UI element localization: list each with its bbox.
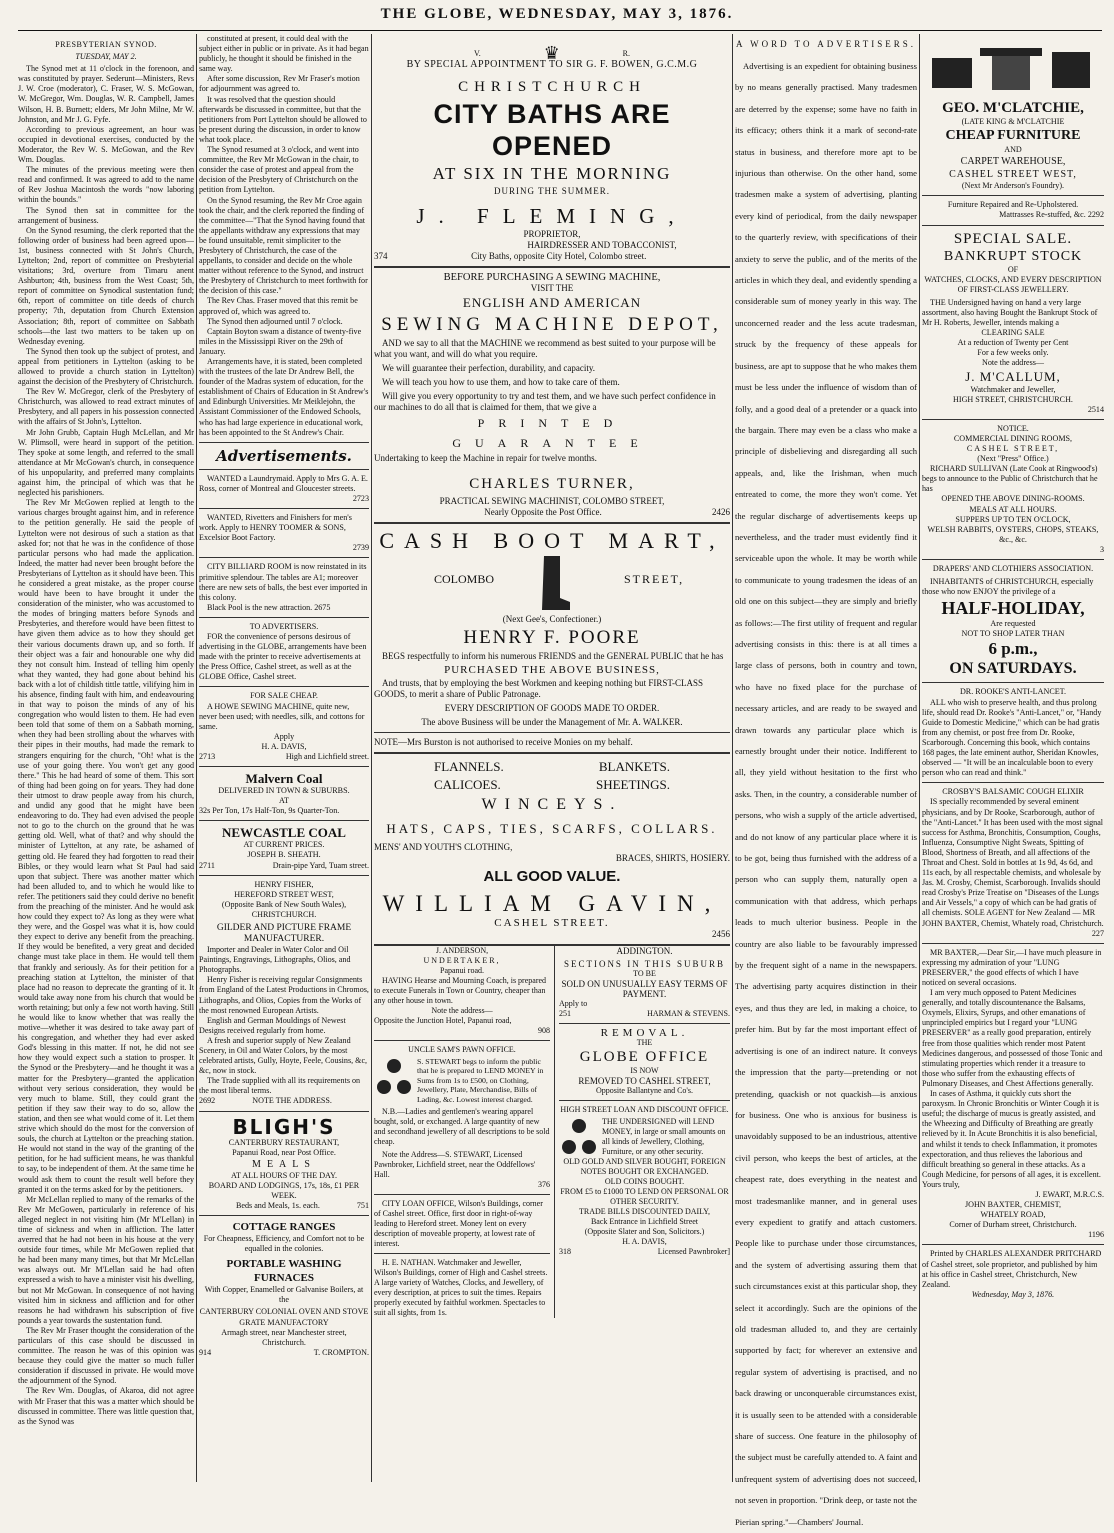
- gavin-winceys: WINCEYS.: [481, 796, 623, 813]
- gavin-name: WILLIAM GAVIN,: [382, 891, 722, 916]
- addington-heading: ADDINGTON.: [616, 946, 673, 956]
- sewing-before: BEFORE PURCHASING A SEWING MACHINE,: [443, 272, 661, 283]
- removal-globe-office: GLOBE OFFICE: [579, 1049, 710, 1065]
- sullivan-opened: OPENED THE ABOVE DINING-ROOMS.: [941, 494, 1085, 504]
- bankrupt-few-weeks: For a few weeks only.: [977, 348, 1049, 358]
- printed-guarantee: PRINTED GUARANTEE: [452, 416, 652, 450]
- mcl-and: AND: [1004, 145, 1022, 155]
- cottage-title: COTTAGE RANGES: [232, 1221, 336, 1234]
- newcastle-name: JOSEPH B. SHEATH.: [247, 850, 321, 860]
- royal-r: R.: [622, 49, 630, 58]
- article-paragraph: constituted at present, it could deal with the subject either in public or in private. As it had began publicly, he thought it should be finished in the same way.: [199, 34, 369, 74]
- addington-to-be: TO BE: [633, 969, 656, 978]
- fisher-address: HEREFORD STREET WEST,: [234, 889, 334, 899]
- ad-number: 1196: [1088, 1230, 1104, 1240]
- poore-walker: The above Business will be under the Management of Mr. A. WALKER.: [421, 717, 683, 727]
- commercial-rooms: COMMERCIAL DINING ROOMS,: [953, 433, 1073, 443]
- sale-address: High and Lichfield street.: [285, 752, 369, 761]
- commercial-cashel: CASHEL STREET,: [966, 443, 1060, 453]
- stewart-note: Note the Address—S. STEWART, Licensed Pawnbroker, Lichfield street, near the Oddfellows' Hall.: [374, 1150, 536, 1180]
- sullivan-text: RICHARD SULLIVAN (Late Cook at Ringwood's) begs to announce to the Public of Christchurch that he has: [922, 464, 1098, 494]
- bligh-beds: Beds and Meals, 1s. each.: [236, 1201, 320, 1210]
- drapers-saturdays: ON SATURDAYS.: [949, 660, 1077, 678]
- fisher-name: HENRY FISHER,: [254, 879, 314, 889]
- article-paragraph: Arrangements have, it is stated, been completed with the trustees of the late Dr Andrew Bell, the founder of the Madras system of education, for the establishment of Chairs of Education in St Andrew's and Edinburgh Universities. Mr Meiklejohn, the Assistant Commissioner of the Endowed Schools, who has had large experience in educational work, has been appointed to the St Andrew's Chair.: [199, 357, 369, 437]
- sullivan-meals: MEALS AT ALL HOURS.: [969, 504, 1057, 514]
- gavin-hats: HATS, CAPS, TIES, SCARFS, COLLARS.: [386, 821, 718, 836]
- pawnbroker-balls-icon: [559, 1117, 599, 1157]
- removal-heading: REMOVAL.: [600, 1027, 689, 1039]
- bankrupt-clearing: CLEARING SALE: [981, 328, 1045, 338]
- gavin-braces: BRACES, SHIRTS, HOSIERY.: [615, 853, 730, 863]
- bankrupt-reduction: At a reduction of Twenty per Cent: [957, 338, 1069, 348]
- gavin-sheetings: SHEETINGS.: [595, 777, 670, 792]
- mcl-cheap: CHEAP FURNITURE: [945, 128, 1081, 144]
- ad-number: 2292: [1087, 210, 1104, 220]
- poore-paragraph: And trusts, that by employing the best Workmen and keeping nothing but FIRST-CLASS GOODS, to merit a share of Public Patronage.: [374, 678, 704, 699]
- poore-purchased: PURCHASED THE ABOVE BUSINESS,: [444, 664, 660, 676]
- advertisements-heading: Advertisements.: [216, 446, 352, 465]
- bligh-board: BOARD AND LODGINGS, 17s, 18s, £1 PER WEEK.: [208, 1180, 360, 1200]
- hs-pawnbroker: Licensed Pawnbroker]: [657, 1247, 730, 1256]
- ad-number: 251: [559, 1009, 571, 1018]
- hs-old-gold: OLD GOLD AND SILVER BOUGHT, FOREIGN NOTES BOUGHT OR EXCHANGED.: [563, 1157, 726, 1176]
- synod-article: [18, 64, 194, 1427]
- rooke-text: ALL who wish to preserve health, and thus prolong life, should read Dr. Rooke's "Anti-Lancet," or, "Handy Guide to Domestic Medicine," which can be had gratis from any chemist, or post free from Dr. Rooke, Scarborough. Concerning this book, which contains 168 pages, the late eminent author, Sheridan Knowles, observed — "It will be an incalculable boon to every person who can read and think.": [922, 697, 1102, 778]
- malvern-text: DELIVERED IN TOWN & SUBURBS.: [218, 786, 350, 796]
- bankrupt-text: THE Undersigned having on hand a very large assortment, also having Bought the Bankrupt Stock of Mr H. Roberts, Jeweller, intends making a: [922, 297, 1098, 328]
- fleming-trade: HAIRDRESSER AND TOBACCONIST,: [527, 240, 677, 250]
- crosby-heading: CROSBY'S BALSAMIC COUGH ELIXIR: [942, 787, 1084, 797]
- notice-heading: NOTICE.: [997, 423, 1029, 433]
- turner-address: Nearly Opposite the Post Office.: [484, 507, 602, 517]
- masthead-rule: [18, 30, 1102, 31]
- pawn-heading: UNCLE SAM'S PAWN OFFICE.: [408, 1045, 516, 1054]
- mcl-cashel: CASHEL STREET WEST,: [949, 169, 1077, 181]
- column-right-ads: [922, 34, 1104, 1482]
- crosby-text: IS specially recommended by several eminent physicians, and by Dr Rooke, Scarborough, author of the "Anti-Lancet." It has been used with the most signal success for Asthma, Bronchitis, Consumption, Coughs, Influenza, Consumptive Night Sweats, Spitting of Blood, Shortness of Breath, and all affections of the Throat and Chest. Sold in bottles at 1s 9d, 4s 6d, and 11s each, by all respectable chemists, and wholesale by Jas. M. Crosby, Chemist, Scarborough. Invalids should read Crosby's Prize Treatise on "Diseases of the Lungs and Air Vessels," a copy of which can be had gratis of all chemists. SOLE AGENT for New Zealand — MR JOHN BAXTER, Chemist, Whately road, Christchurch.: [922, 797, 1104, 928]
- bankrupt-of: OF: [1007, 264, 1019, 274]
- removal-opposite: Opposite Ballantyne and Co's.: [596, 1086, 693, 1095]
- masthead: THE GLOBE, WEDNESDAY, MAY 3, 1876.: [380, 6, 734, 22]
- baxter-ewart: J. EWART, M.R.C.S.: [1035, 1189, 1104, 1199]
- article-paragraph: Mr McLellan replied to many of the remarks of the Rev Mr McGowen, particularly in reference of his alleged neglect in not visiting him (Mr M'Lellan) in time of sickness and when in affliction. The latter averred that he had not been in his house at the very outside four times, while Mr McGowen replied that he had been many many times, but that Mr McLellan was always out. Mr M'Lellan said he had often expressed a wish to have a minister visit his dwelling, but not Mr McGowan. In consequence of not having visited him in sickness and affliction and for other reasons he had withdrawn his subscription of five pounds a year towards the sustentation fund.: [18, 1194, 194, 1325]
- article-paragraph: The Synod met at 11 o'clock in the forenoon, and was constituted by prayer. Sederunt—Ministers, Revs J. W. Croe (moderator), C. Fraser, W. S. McGowan, W. McGregor, Wm. Douglas, W. R. Campbell, James Wilson, H. B. Burnett; elders, Mr John Milne, Mr W. Johnston, and Mr J. G. Fyfe.: [18, 64, 194, 124]
- appointment: BY SPECIAL APPOINTMENT TO SIR G. F. BOWEN, G.C.M.G: [406, 59, 698, 70]
- fisher-paragraph: English and German Mouldings of Newest Designs received regularly from home.: [199, 1015, 346, 1035]
- gavin-all-good: ALL GOOD VALUE.: [483, 868, 621, 885]
- mcl-repaired: Furniture Repaired and Re-Upholstered.: [947, 200, 1079, 210]
- poore-name: HENRY F. POORE: [463, 627, 641, 648]
- mcl-next: (Next Mr Anderson's Foundry).: [961, 181, 1065, 191]
- article-paragraph: On the Synod resuming, the clerk reported that the following order of business had been agreed upon—1st, business connected with St John's Church, Lyttelton; 2nd, report of committee on Presbyterial visitations; 3rd, overture from Timaru anent Ashburton; 4th, business from the West Coast; 5th, report of committee on Synodical sustentation fund; 6th, report of committee on title deeds of church property; 7th, deputation from Church Extension Association; 8th, report of committee on Sabbath schools—the last two matters to be taken up on Wednesday evening.: [18, 225, 194, 346]
- bankrupt-note: Note the address—: [981, 358, 1045, 368]
- removal-removed: REMOVED TO CASHEL STREET,: [578, 1076, 711, 1086]
- furniture-illustration-icon: [922, 40, 1104, 96]
- malvern-price: 32s Per Ton, 17s Half-Ton, 9s Quarter-Ton.: [199, 806, 340, 816]
- sale-heading: FOR SALE CHEAP.: [250, 691, 318, 701]
- mcl-name: GEO. M'CLATCHIE,: [942, 100, 1084, 117]
- malvern-title: Malvern Coal: [245, 771, 323, 787]
- gavin-cashel: CASHEL STREET.: [494, 917, 610, 929]
- mcl-late: (LATE KING & M'CLATCHIE: [961, 117, 1065, 127]
- hs-loan-text: THE UNDERSIGNED will LEND MONEY, in large or small amounts on all kinds of Jewellery, Clothing, Furniture, or any other security.: [602, 1117, 726, 1156]
- fisher-trade: GILDER AND PICTURE FRAME MANUFACTURER.: [216, 923, 352, 945]
- newcastle-sub: AT CURRENT PRICES.: [243, 840, 325, 850]
- baxter-paragraph: I am very much opposed to Patent Medicines generally, and totally discountenance the Balsams, Oxymels, Elixirs, Syrups, and other emanations of unprincipled empirics but I regard your "LUNG PRESERVER" as a really good preparation, entirely free from those qualities which render most Patent Medicines dangerous, and possessed of those Tonic and stimulating properties which render it a treasure to those who suffer from the exhausting effects of Pulmonary Diseases, and Chest Affections generally.: [922, 988, 1103, 1088]
- to-advertisers-heading: TO ADVERTISERS.: [249, 621, 319, 631]
- ad-billiard-tail: Black Pool is the new attraction. 2675: [207, 602, 331, 612]
- ad-number: 2692: [199, 1096, 216, 1106]
- drapers-requested: Are requested: [990, 619, 1036, 629]
- ad-number: 908: [538, 1026, 550, 1035]
- turner-name: CHARLES TURNER,: [469, 476, 635, 492]
- mccallum-address: HIGH STREET, CHRISTCHURCH.: [953, 394, 1073, 404]
- poore-paragraph: BEGS respectfully to inform his numerous FRIENDS and the GENERAL PUBLIC that he has: [382, 651, 724, 661]
- column-synod: [18, 34, 194, 1482]
- gavin-mens: MENS' AND YOUTH'S CLOTHING,: [374, 842, 513, 852]
- hs-from: FROM £5 to £1000 TO LEND ON PERSONAL OR OTHER SECURITY.: [560, 1187, 729, 1206]
- fleming-name: J. FLEMING,: [416, 204, 688, 228]
- newcastle-address: Drain-pipe Yard, Tuam street.: [272, 860, 369, 870]
- ad-number: 227: [1091, 928, 1104, 938]
- mccallum-trade: Watchmaker and Jeweller,: [970, 384, 1056, 394]
- ad-number: 2711: [199, 860, 215, 870]
- ad-number: 2739: [352, 543, 369, 553]
- drapers-not-shop: NOT TO SHOP LATER THAN: [961, 629, 1065, 639]
- column-advertising-essay: [735, 34, 917, 1527]
- bligh-hours: AT ALL HOURS OF THE DAY.: [231, 1170, 337, 1180]
- article-paragraph: The Rev Mr Fraser thought the consideration of the particulars of this case should be discussed in committee. The reason he was of this opinion was because they could give the matter so much fuller consideration if discussed in private. He would move the adjournment of the Synod.: [18, 1325, 194, 1386]
- article-paragraph: Captain Boyton swam a distance of twenty-five miles in the Mississippi River on the 29th of January.: [199, 326, 362, 356]
- baths-summer: DURING THE SUMMER.: [493, 186, 611, 196]
- sullivan-welsh: WELSH RABBITS, OYSTERS, CHOPS, STEAKS, &c., &c.: [927, 524, 1099, 544]
- commercial-next: (Next "Press" Office.): [977, 454, 1049, 464]
- sale-apply: Apply: [273, 731, 295, 741]
- bligh-sub: CANTERBURY RESTAURANT,: [228, 1137, 340, 1147]
- essay-body: Advertising is an expedient for obtaining business by no means generally practised. Many tradesmen are deterred by the expense; some have no faith in its efficacy; others think it a mark of second-rate status in business, and therefore more apt to be injurious than otherwise. On the other hand, some tradesmen make a system of advertising, planting every kind of periodical, from the daily newspaper to the quarterly review, with specifications of their anxiety to serve the public, and of the merits of the articles in which they deal, and evidently spending a considerable sum of money yearly in this way. The unconcerned reader and the less acute tradesman, struck by the frequency of these appeals for business, are apt to suppose that he who makes them must be less under the influence of wisdom than of folly, and a good deal of a pretender or a quack into the bargain. There may even be a class who make a principle of disbelieving and disregarding all such appeals, and, like the Irishman, when much entreated to come, the more they won't come. Yet the regular discharge of advertisements keeps up nevertheless, and the trader must evidently find it serviceable upon the whole. It may be worth while to communicate to young tradesmen the ideas of an old one on this subject—they are simply and briefly as follows:—The first utility of frequent and regular advertising consists in this: there is at all times a large class of persons, both in country and town, who have no fixed place for the purchase of necessary articles, and are ready to be swayed and drawn towards any particular place which is earnestly brought under their notice. Indifferent to all, they yield without hesitation to the first who asks. Then, in the country, a considerable number of persons, who wish a supply of the article advertised, and do not know of any particular place where it is to be got, being thus furnished with the address of a person who can supply them, naturally open a communication with that address, which perhaps leads to much ulterior business. People in the country are also liable to be favourably impressed by the frequent sight of a name in the newspapers. The advertising party acquires distinction in their eyes, and thus they are led, in making a choice, to prefer him. But by far the most important effect of advertising is one of an indirect nature. It conveys the impression that the party—pretending or not pretending, quackish or not quackish—is anxious for business. One who is anxious for business is unavoidably supposed to be an industrious, attentive civil person, who keeps the best of articles, at the cheapest rate, does everything in the neatest and most tradesmanlike manner, and in general uses every expedient to gratify and attach customers. People like to purchase under those circumstances, and the system of advertising assuring them that such circumstances exist at this particular shop, they select it accordingly. Such are the opinions of the old tradesman alluded to, and they are certainly supported by fact; for wherever an extensive and regular system of advertising is practised, and no back drawing or unconquerable circumstances exist, it is usually seen to be attended with a considerable share of success. One feature in the philosophy of the subject must be carefully attended to. A faint and unfrequent system of advertising does not succeed, not seven in proportion. "Drink deep, or taste not the Pierian spring."—Chambers' Journal.: [735, 61, 917, 1527]
- newcastle-title: NEWCASTLE COAL: [222, 825, 346, 841]
- ad-number: 2456: [712, 929, 730, 939]
- bligh-meals: MEALS: [252, 1158, 316, 1170]
- article-paragraph: The minutes of the previous meeting were then read and confirmed. It was agreed to add to the name of Rev Joshua Macintosh the words "now laboring within the bounds.": [18, 165, 194, 205]
- sewing-paragraph: We will teach you how to use them, and how to take care of them.: [382, 377, 620, 387]
- article-paragraph: According to previous agreement, an hour was occupied in devotional exercises, conducted by the Moderator, the Rev W. S. McGowan, and the Rev Wm. Douglas.: [18, 124, 194, 165]
- poore-every: EVERY DESCRIPTION OF GOODS MADE TO ORDER.: [444, 703, 660, 713]
- column-display-ads: [374, 34, 730, 1482]
- article-paragraph: The Rev Mr McGowen replied at length to the various charges brought against him, and in reference to the petition generally. He said the people of Lyttelton were not desirous of such a station as that asked for; not that he was in the confidence of those particular persons who had made the application. Indeed, the matter had never been brought before the Presbyterians of Lyttelton as it should have been. This he considered a great mistake, as the proper course would have been to have brought it under the consideration of the minister, who was accustomed to the modes of bringing matters before Synods and Presbyteries, and therefore would have been fittest to have given them advice as to how they should get their various documents drawn up, and so forth. If their object was a fair and honourable one why did they not consult him. Instead of telling him openly what they wanted, they had gone about behind his back with a lot of childish tittle tattle, vilifying him in his absence, finding fault with him, and endeavouring in that way to poison the minds of any of his congregation who would listen to them. He had even been told that some of them on a Sabbath morning, when they had been strolling about the wharves with their pipes in their mouths, had made the remark to strangers enquiring for the church, "Oh! what is the use of your going there. You won't get any good there." This he had heard of some of them. This sort of thing had been going on for years. They had done their utmost to draw people away from his church, and undid any good that he might have been endeavoring to do. They had even advised the people not to go to the church on the ground that he was getting old. Well, what of that? and why should the minister of Lyttelton, at any rate, be ashamed of getting old. He feared they had forgotten to read their Bibles, or they would learn what St Paul had said upon that subject. There was another matter which had been alluded to, and to which he would like to refer. The petitioners said they could derive no benefit from the preaching of the minister. And he would ask how could they expect to? As long as they were what they were, and the Gospel was what it is, how could they expect to derive any benefit from the preaching. If they would be benefited, a very great and decided change must take place in them. He would tell them that frankly and seriously. As for their petition for a preaching station at Lyttelton, the minister of that place had no reason to deprecate the granting of it. It would take away none from his church that would be worth retaining; but only a few not worth having. Still he would like to know whether that was really the motive—whether it was desired to take away part of his congregation, and whether they had ever asked God's blessing in this matter. If not, he did not see how they would expect such a station to prosper. It the Synod or the Presbytery—and he thought it was a matter for the Presbytery—granted the application without very serious consideration, they would be very much to blame. Still, they could grant the petition if they saw their way to do so, allow the station, and then see what would come of it. Let them strive which should do the most for the conversion of souls, the church at Lyttelton or the preaching station. He would not stand in the way of the granting of the petition, for he had sufficient means, he was thankful to say, to be independent of them. At the same time he would ask them to count the result well before they granted it on the terms asked for by the petitioners.: [18, 498, 194, 1194]
- drapers-six-pm: 6 p.m.,: [988, 639, 1038, 659]
- news-paragraphs: [199, 34, 369, 438]
- article-paragraph: The Rev Wm. Douglas, of Akaroa, did not agree with Mr Fraser that this was a matter which should be discussed in committee. There was little question that, as the Synod was: [18, 1386, 194, 1426]
- drapers-heading: DRAPERS' AND CLOTHIERS ASSOCIATION.: [932, 564, 1094, 573]
- drapers-inhabitants: INHABITANTS of CHRISTCHURCH, especially those who now ENJOY the privilege of a: [922, 577, 1094, 597]
- article-paragraph: The Synod then adjourned until 7 o'clock.: [207, 316, 343, 326]
- poore-burston: NOTE—Mrs Burston is not authorised to receive Monies on my behalf.: [374, 737, 633, 747]
- sullivan-suppers: SUPPERS UP TO TEN O'CLOCK,: [955, 514, 1071, 524]
- hs-back-entrance: Back Entrance in Lichfield Street: [590, 1217, 699, 1226]
- removal-is-now: IS NOW: [630, 1066, 659, 1075]
- ad-number: 318: [559, 1247, 571, 1256]
- hs-trade-bills: TRADE BILLS DISCOUNTED DAILY,: [578, 1207, 711, 1216]
- synod-dateline: TUESDAY, MAY 2.: [75, 52, 137, 62]
- ad-number: 3: [1099, 544, 1104, 554]
- guarantee-text: Undertaking to keep the Machine in repair for twelve months.: [374, 453, 597, 463]
- baxter-paragraph: In cases of Asthma, it quickly cuts short the paroxysm. In Chronic Bronchitis or Winter Cough it is useful; the discharge of mucus is greatly assisted, and the Wheezing and Difficulty of Breathing are greatly relieved by it. In Acute Bronchitis it is also beneficial, and whilst it tends to check Inflammation, it promotes expectoration, and thus relieves the laborious and difficult breathing so general in these attacks. As a Cough Medicine, for persons of all ages, it is excellent. Yours truly,: [922, 1089, 1101, 1189]
- fisher-city: CHRISTCHURCH.: [251, 909, 317, 919]
- boot-icon: [536, 554, 572, 614]
- ad-number: 2426: [712, 507, 730, 517]
- gavin-calicoes: CALICOES.: [434, 777, 501, 792]
- fisher-opposite: (Opposite Bank of New South Wales),: [221, 899, 347, 909]
- addington-apply: Apply to: [559, 999, 588, 1008]
- royal-v: V.: [474, 49, 481, 58]
- addington-sold: SOLD ON UNUSUALLY EASY TERMS OF PAYMENT.: [561, 979, 728, 999]
- bankrupt-stock: BANKRUPT STOCK: [943, 248, 1083, 264]
- baxter-text: MR BAXTER,—Dear Sir,—I have much pleasure in expressing my admiration of your "LUNG PRESERVER," the good effects of which I have noticed on several occasions.: [922, 947, 1102, 987]
- gavin-blankets: BLANKETS.: [598, 759, 670, 774]
- nathan-text: H. E. NATHAN. Watchmaker and Jeweller, Wilson's Buildings, corner of High and Cashel streets. A large variety of Watches, Clocks, and Jewellery, of every description, at prices to suit the times. Repairs properly executed by faithful workmen. Spectacles to suit all sights, from 1s.: [374, 1258, 548, 1318]
- oven-address: Armagh street, near Manchester street, Christchurch.: [221, 1327, 347, 1347]
- imprint-date: Wednesday, May 3, 1876.: [971, 1289, 1055, 1299]
- baths-address: City Baths, opposite City Hotel, Colombo street.: [471, 251, 647, 261]
- fisher-paragraph: Henry Fisher is receiving regular Consignments from England of the Latest Productions in Chromos, Lithographs, and Olios, Copies from the Works of the most renowned European Artists.: [199, 975, 369, 1015]
- column-divider: [371, 34, 372, 1482]
- baxter-durham: Corner of Durham street, Christchurch.: [949, 1220, 1077, 1230]
- gavin-flannels: FLANNELS.: [434, 759, 504, 774]
- article-paragraph: The Synod then took up the subject of protest, and appeal from petitioners in Lyttelton (asking to be allowed to provide a church station in Lyttelton) against the decision of the Presbytery of Christchurch.: [18, 346, 194, 387]
- ad-number: 2723: [352, 493, 369, 503]
- baths-six: AT SIX IN THE MORNING: [432, 164, 672, 183]
- bligh-title: BLIGH'S: [232, 1114, 336, 1139]
- portable-sub: With Copper, Enamelled or Galvanise Boilers, at the: [204, 1285, 364, 1305]
- cash-colombo: COLOMBO: [434, 572, 495, 586]
- sewing-visit: VISIT THE: [530, 283, 574, 293]
- sale-text: A HOWE SEWING MACHINE, quite new, never been used; with needles, silk, and cottons for same.: [199, 701, 365, 731]
- addington-harman: HARMAN & STEVENS.: [647, 1009, 730, 1018]
- ad-number: 374: [374, 251, 388, 261]
- cash-next: (Next Gee's, Confectioner.): [502, 614, 602, 624]
- synod-heading: PRESBYTERIAN SYNOD.: [55, 40, 157, 49]
- drapers-half-holiday: HALF-HOLIDAY,: [941, 598, 1085, 619]
- anderson-opposite: Opposite the Junction Hotel, Papanui road,: [374, 1016, 512, 1025]
- sewing-paragraph: Will give you every opportunity to try and test them, and we have such perfect confidence in our machines to do all that is claimed for them, that we give a: [374, 391, 716, 412]
- fisher-paragraph: Importer and Dealer in Water Color and Oil Paintings, Engravings, Lithographs, Olios, and Photographs.: [199, 945, 351, 975]
- article-paragraph: The Rev W. McGregor, clerk of the Presbytery of Christchurch, was allowed to read extract minutes of Presbytery, and all papers in his possession connected with the affairs of St John's, Lyttelton.: [18, 387, 194, 427]
- portable-title: PORTABLE WASHING FURNACES: [226, 1258, 342, 1285]
- hs-loan-heading: HIGH STREET LOAN AND DISCOUNT OFFICE.: [560, 1105, 729, 1114]
- stewart-nb: N.B.—Ladies and gentlemen's wearing apparel bought, sold, or exchanged. A large quantity of new and secondhand jewellery of all descriptions to be sold cheap.: [374, 1107, 550, 1147]
- anderson-undertaker: UNDERTAKER,: [423, 956, 501, 965]
- bligh-address: Papanui Road, near Post Office.: [232, 1147, 336, 1157]
- ad-number: 2514: [1087, 404, 1104, 414]
- ad-billiard: CITY BILLIARD ROOM is now reinstated in its primitive splendour. The tables are A1; moreover there are new sets of balls, the best ever imported in this colony.: [199, 562, 368, 602]
- cash-boot-mart: CASH BOOT MART,: [379, 528, 725, 553]
- oven-owner: T. CROMPTON.: [313, 1347, 369, 1357]
- anderson-name: J. ANDERSON,: [435, 946, 489, 955]
- cash-street: STREET,: [624, 572, 685, 586]
- mccallum-name: J. M'CALLUM,: [965, 368, 1061, 384]
- fisher-paragraph: A fresh and superior supply of New Zealand Scenery, in Oil and Water Colors, by the most celebrated artists, Gully, Hoyte, Feele, Cousins, &c, &c, now in stock.: [199, 1035, 368, 1076]
- baxter-name: JOHN BAXTER, CHEMIST,: [964, 1200, 1062, 1210]
- column-divider: [196, 34, 197, 1482]
- anderson-text: HAVING Hearse and Mourning Coach, is prepared to execute Funerals in Town or Country, cheaper than any other house in town.: [374, 976, 547, 1005]
- baths-city: CHRISTCHURCH: [458, 79, 646, 95]
- column-divider: [732, 34, 733, 1482]
- rooke-heading: DR. ROOKE'S ANTI-LANCET.: [959, 687, 1067, 697]
- column-news-ads: [199, 34, 369, 1482]
- sewing-english: ENGLISH AND AMERICAN: [462, 295, 642, 310]
- fleming-proprietor: PROPRIETOR,: [523, 229, 581, 239]
- anderson-note: Note the address—: [431, 1006, 493, 1015]
- to-advertisers-text: FOR the convenience of persons desirous of advertising in the GLOBE, arrangements have been made with the printer to receive advertisements at the Press Office, Cashel street, as well as at the GLOBE Office, Cashel street.: [199, 631, 367, 682]
- ad-riveters: WANTED, Rivetters and Finishers for men's work. Apply to HENRY TOOMER & SONS, Excelsior Boot Factory.: [199, 513, 352, 543]
- sewing-depot: SEWING MACHINE DEPOT,: [381, 314, 723, 335]
- essay-heading: A WORD TO ADVERTISERS.: [736, 39, 916, 49]
- anderson-papanui: Papanui road.: [440, 966, 484, 975]
- hs-old-coins: OLD COINS BOUGHT.: [604, 1177, 685, 1186]
- sewing-paragraph: AND we say to all that the MACHINE we recommend as best suited to your purpose will be what you want, and will do what you require.: [374, 338, 716, 359]
- malvern-at: AT: [279, 796, 289, 806]
- ad-number: 751: [356, 1201, 369, 1210]
- ad-laundrymaid: WANTED a Laundrymaid. Apply to Mrs G. A. E. Ross, corner of Montreal and Gloucester streets.: [199, 473, 368, 493]
- fisher-paragraph: The Trade supplied with all its requirements on the most liberal terms.: [199, 1076, 361, 1096]
- ad-number: 376: [538, 1180, 550, 1190]
- column-divider: [919, 34, 920, 1482]
- stewart-text: S. STEWART begs to inform the public that he is prepared to LEND MONEY in Sums from 1s to £500, on Clothing, Jewellery, Plate, Merchandise, Bills of Lading, &c. Lowest interest charged.: [417, 1057, 544, 1104]
- article-paragraph: Mr John Grubb, Captain Hugh McLellan, and Mr W. Plimsoll, were heard in support of the petition. They spoke at some length, and referred to the small attendance at Mr McGowan's church, in consequence of his unpopularity, and preferred many complaints against him, the principal of which was that he neglected his parishioners.: [18, 427, 194, 498]
- article-paragraph: On the Synod resuming, the Rev Mr Croe again took the chair, and the clerk reported the finding of the committee—"That the Synod having found that the appellants withdraw any expressions that may be found unsuitable, remit simpliciter to the Presbytery of Christchurch, the case of the appellants, to consider and decide on the whole matter without reference to the Synod, and instruct the Presbytery of Christchurch to meet forthwith for the decision of this case.": [199, 195, 368, 296]
- mcl-carpet: CARPET WAREHOUSE,: [960, 156, 1066, 168]
- article-paragraph: The Synod then sat in committee for the arrangement of business.: [18, 205, 194, 225]
- article-paragraph: After some discussion, Rev Mr Fraser's motion for adjournment was agreed to.: [199, 74, 360, 94]
- bankrupt-watches: WATCHES, CLOCKS, AND EVERY DESCRIPTION OF FIRST-CLASS JEWELLERY.: [924, 274, 1102, 294]
- baxter-whately: WHATELY ROAD,: [980, 1210, 1046, 1220]
- article-paragraph: The Rev Chas. Fraser moved that this remit be approved of, which was agreed to.: [199, 296, 358, 316]
- addington-sections: SECTIONS IN THIS SUBURB: [563, 959, 726, 969]
- hs-name: H. A. DAVIS,: [622, 1237, 667, 1246]
- ad-number: 914: [199, 1347, 212, 1357]
- turner-sub: PRACTICAL SEWING MACHINIST, COLOMBO STREET,: [439, 496, 665, 506]
- special-sale: SPECIAL SALE.: [953, 230, 1073, 247]
- cottage-text: For Cheapness, Efficiency, and Comfort not to be equalled in the colonies.: [203, 1234, 365, 1254]
- removal-the: THE: [636, 1038, 653, 1047]
- royal-crest-icon: ♛: [543, 43, 560, 63]
- oven-name: CANTERBURY COLONIAL OVEN AND STOVE GRATE MANUFACTORY: [199, 1307, 369, 1327]
- imprint: Printed by CHARLES ALEXANDER PRITCHARD of Cashel street, sole proprietor, and published by him at his office in Cashel street, Christchurch, New Zealand.: [922, 1249, 1102, 1289]
- ad-number: 2713: [199, 752, 216, 761]
- baths-headline: CITY BATHS ARE OPENED: [433, 99, 671, 161]
- article-paragraph: The Synod resumed at 3 o'clock, and went into committee, the Rev Mr McGowan in the chair, to consider the case of protest and appeal from the decision of the Presbytery of Christchurch on the petition from Lyttelton.: [199, 145, 359, 195]
- hs-opposite: (Opposite Slater and Son, Solicitors.): [584, 1227, 705, 1236]
- city-loan-text: CITY LOAN OFFICE, Wilson's Buildings, corner of Cashel street. Office, first door in right-of-way leading to Hereford street. Money lent on every description of moveable property, at lowest rate of interest.: [374, 1199, 543, 1249]
- pawnbroker-balls-icon: [374, 1057, 414, 1097]
- sewing-paragraph: We will guarantee their perfection, durability, and capacity.: [382, 363, 596, 373]
- fisher-note: NOTE THE ADDRESS.: [252, 1096, 332, 1106]
- article-paragraph: It was resolved that the question should afterwards be discussed in committee, but that the petitioners from Port Lyttelton should be allowed to be present during the discussion, in order to know what took place.: [199, 94, 367, 144]
- mcl-mattress: Mattrasses Re-stuffed, &c.: [999, 210, 1086, 220]
- sale-name: H. A. DAVIS,: [261, 741, 307, 751]
